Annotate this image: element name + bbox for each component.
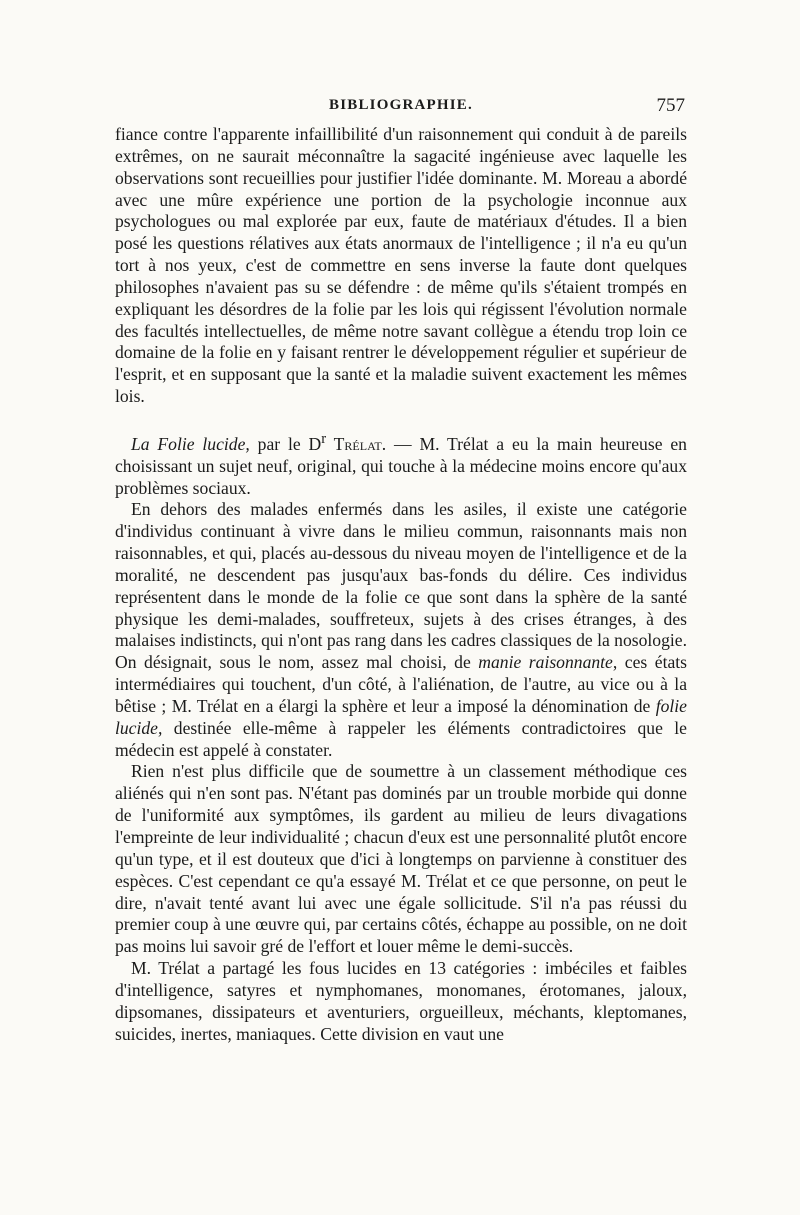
page-number: 757 xyxy=(656,95,685,116)
by-text: par le D xyxy=(249,433,322,454)
paragraph-folie-lucide-intro xyxy=(115,429,687,499)
body-text xyxy=(115,124,687,1045)
doctor-superscript: r xyxy=(321,430,327,447)
page-header xyxy=(115,97,687,123)
italic-term-manie-raisonnante: manie raisonnante xyxy=(478,652,613,673)
text-run: En dehors des malades enfermés dans les asiles, il existe une catégorie d'individus continuant à vivre dans le milieu commun, raisonnants mais non raisonnables, et qui, placés au-dessous du niveau moyen de l'intelligence et de la moralité, ne descendent pas jusqu'aux bas-fonds du délire. Ces individus représentent dans le monde de la folie ce que sont dans la sphère de la santé physique les demi-malades, souffreteux, sujets à des crises étranges, à des malaises indistincts, qui n'ont pas rang dans les cadres classiques de la nosologie. On désignait, sous le nom, assez mal choisi, de xyxy=(115,499,687,673)
paragraph-asiles xyxy=(115,499,687,761)
running-title: BIBLIOGRAPHIE. xyxy=(329,97,473,113)
author-name: Trélat. xyxy=(326,433,387,454)
text-run: destinée elle-même à rappeler les éléments contradictoires que le médecin est appelé à constater. xyxy=(115,717,687,760)
text-run: , ces états intermédiaires qui touchent, d'un côté, à l'aliénation, de l'autre, au vice ou à la bêtise ; M. Trélat en a élargi la sphère et leur a imposé la dénomination de xyxy=(115,652,687,716)
intro-text: — M. Trélat a eu la main heureuse en choisissant un sujet neuf, original, qui touche à la médecine moins encore qu'aux problèmes sociaux. xyxy=(115,433,687,498)
paragraph-categories: M. Trélat a partagé les fous lucides en 13 catégories : imbéciles et faibles d'intelligence, satyres et nymphomanes, monomanes, érotomanes, jaloux, dipsomanes, dissipateurs et aventuriers, orgueilleux, méchants, kleptomanes, suicides, inertes, maniaques. Cette division en vaut une xyxy=(115,958,687,1044)
paragraph-moreau-conclusion: fiance contre l'apparente infaillibilité d'un raisonnement qui conduit à de pareils extrêmes, on ne saurait méconnaître la sagacité ingénieuse avec laquelle les observations sont recueillies pour justifier l'idée dominante. M. Moreau a abordé avec une mûre expérience une portion de la psychologie inconnue aux psychologues ou mal explorée par eux, faute de matériaux d'études. Il a bien posé les questions rélatives aux états anormaux de l'intelligence ; il n'a eu qu'un tort à nos yeux, c'est de commettre en sens inverse la faute dont quelques philosophes n'avaient pas su se défendre : de même qu'ils s'étaient trompés en expliquant les désordres de la folie par les lois qui régissent l'évolution normale des facultés intellectuelles, de même notre savant collègue a étendu trop loin ce domaine de la folie en y faisant rentrer le développement régulier et supérieur de l'esprit, et en supposant que la santé et la maladie suivent exactement les mêmes lois. xyxy=(115,124,687,407)
italic-term-folie-lucide: folie lucide, xyxy=(115,695,687,738)
paragraph-classement: Rien n'est plus difficile que de soumettre à un classement méthodique ces aliénés qui n'en sont pas. N'étant pas dominés par un trouble morbide qui donne de l'uniformité aux symptômes, ils gardent au milieu de leurs divagations l'empreinte de leur individualité ; chacun d'eux est une personnalité plutôt encore qu'un type, et il est douteux que d'ici à longtemps on parvienne à constituer des espèces. C'est cependant ce qu'a essayé M. Trélat et ce que personne, on peut le dire, n'avait tenté avant lui avec une égale sollicitude. S'il n'a pas réussi du premier coup à une œuvre qui, par certains côtés, échappe au possible, on ne doit pas moins lui savoir gré de l'effort et louer même le demi-succès. xyxy=(115,761,687,957)
book-title: La Folie lucide, xyxy=(131,433,250,454)
